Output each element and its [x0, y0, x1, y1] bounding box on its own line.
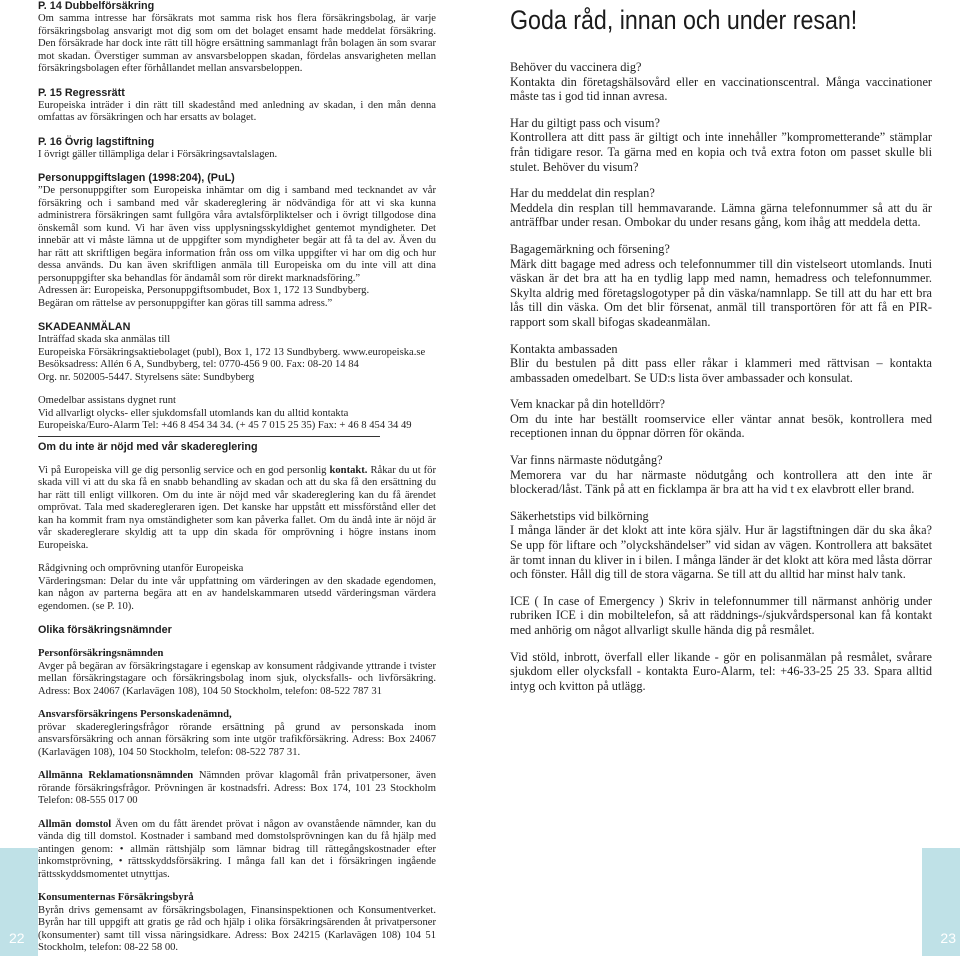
text-line: Vid allvarligt olycks- eller sjukdomsfall utomlands kan du alltid kontakta [38, 407, 349, 419]
subheading: Rådgivning och omprövning utanför Europeiska [38, 563, 244, 574]
answer: Kontakta din företagshälsovård eller en vaccinationscentral. Många vaccinationer måste tas i god tid innan avresa. [510, 74, 932, 104]
section-heading: Olika försäkringsnämnder [38, 624, 172, 636]
question: Behöver du vaccinera dig? [510, 60, 642, 74]
paragraph: I övrigt gäller tillämpliga delar i Försäkringsavtalslagen. [38, 148, 278, 160]
page-title: Goda råd, innan och under resan! [510, 5, 858, 35]
question: Vem knackar på din hotelldörr? [510, 397, 666, 412]
paragraph: Allmänna Reklamationsnämnden Nämnden prövar klagomål från privatpersoner, även rörande försäkringsfrågor. Prövningen är kostnadsfri. Adress: Box 174, 101 23 Stockholm Telefon: 08-555 017 00 [38, 770, 436, 806]
paragraph: Värderingsman: Delar du inte vår uppfattning om värderingen av den skadade egendomen, kan någon av parterna begära att en av handelskammaren utsedd värderingsman värdera egendomen. (se P. 10). [38, 575, 436, 612]
section-heading: Personuppgiftslagen (1998:204), (PuL) [38, 172, 235, 184]
left-sidebar-accent [0, 848, 38, 956]
right-sidebar-accent [922, 848, 960, 956]
answer: Meddela din resplan till hemmavarande. Lämna gärna telefonnummer så att du är anträffbar under resan. Ombokar du under resans gång, kom ihåg att meddela detta. [510, 200, 932, 230]
paragraph: ICE ( In case of Emergency ) Skriv in telefonnummer till närmanst anhörig under rubriken ICE i din mobiltelefon, så att räddnings-/sjukvårdspersonal kan få kontakt med anhörig om något allvarligt skulle hända dig på resmålet. [510, 593, 932, 637]
text-line: Europeiska Försäkringsaktiebolaget (publ), Box 1, 172 13 Sundbyberg. www.europeiska.se [38, 346, 426, 358]
section-heading: SKADEANMÄLAN [38, 321, 131, 333]
answer: Memorera var du har närmaste nödutgång och kontrollera att den inte är blockerad/låst. Tänk på att en ficklampa är bra att ha vid t ex elavbrott eller brand. [510, 467, 932, 497]
paragraph: Europeiska inträder i din rätt till skadestånd med anledning av skadan, i den mån denna omfattas av försäkringen och har ersatts av bolaget. [38, 99, 436, 123]
section-heading: P. 14 Dubbelförsäkring [38, 0, 155, 12]
text-line: Omedelbar assistans dygnet runt [38, 395, 176, 406]
right-column [510, 0, 932, 693]
question: Säkerhetstips vid bilkörning [510, 508, 649, 523]
subheading: Konsumenternas Försäkringsbyrå [38, 892, 194, 903]
question: Har du meddelat din resplan? [510, 186, 655, 201]
left-column [38, 0, 436, 955]
question: Var finns närmaste nödutgång? [510, 453, 663, 468]
question: Har du giltigt pass och visum? [510, 115, 660, 130]
paragraph: Avger på begäran av försäkringstagare i egenskap av konsument rådgivande yttrande i tvister mellan försäkringstagare och försäkringsbolag inom sjuk, olycksfalls- och livförsäkring. Adress: Box 24067 (Karlavägen 108), 104 50 Stockholm, telefon: 08-522 787 31 [38, 660, 436, 697]
section-heading: P. 15 Regressrätt [38, 86, 125, 99]
paragraph: prövar skaderegleringsfrågor rörande ersättning på grund av personskada inom ansvarsförsäkring och annan försäkring som inte utgör trafikförsäkring. Adress: Box 24067 (Karlavägen 108), 104 50 Stockholm, telefon: 08-522 787 31. [38, 721, 436, 758]
page-number-right: 23 [940, 930, 956, 946]
text-line: Org. nr. 502005-5447. Styrelsens säte: Sundbyberg [38, 371, 255, 383]
divider [38, 436, 380, 437]
page-number-left: 22 [9, 930, 25, 946]
address-line: Begäran om rättelse av personuppgifter kan göras till samma adress.” [38, 297, 333, 309]
text-line: Inträffad skada ska anmälas till [38, 334, 171, 345]
paragraph: Vid stöld, inbrott, överfall eller likande - gör en polisanmälan på resmålet, svårare sjukdom eller olycksfall - kontakta Euro-Alarm, tel: +46-33-25 25 33. Spara alltid intyg och kvitton på utlägg. [510, 649, 932, 693]
answer: Kontrollera att ditt pass är giltigt och inte innehåller ”komprometterande” stämplar från tidigare resor. Ta gärna med en kopia och två extra foton om passet skulle bli stulet. Behöver du visum? [510, 130, 932, 174]
question: Bagagemärkning och försening? [510, 241, 670, 256]
paragraph: Om samma intresse har försäkrats mot samma risk hos flera försäkringsbolag, är varje försäkringsbolag ansvarigt mot dig som om det bolaget ensamt hade meddelat försäkring. Den försäkrade har dock inte rätt till högre ersättning sammanlagt från bolagen än som svarar mot skadan. Överstiger summan av ansvarsbeloppen skadan, fördelas ansvarigheten mellan försäkringsbolagen efter förhållandet mellan ansvarsbeloppen. [38, 13, 436, 74]
section-heading: P. 16 Övrig lagstiftning [38, 135, 155, 148]
answer: Märk ditt bagage med adress och telefonnummer till din vistelseort utomlands. Inuti väskan är det bra att ha en tydlig lapp med namn, hemadress och telefonnummer. Skylta aldrig med företagslogotyper på din väska/namnlapp. Se till att du har ett bra lås till din väska. Om det blir försenat, anmäl till transportören för att få en PIR-rapport som skall bifogas skadeanmälan. [510, 256, 932, 329]
section-heading: Om du inte är nöjd med vår skadereglering [38, 440, 258, 453]
subheading: Ansvarsförsäkringens Personskadenämnd, [38, 709, 232, 720]
paragraph: Byrån drivs gemensamt av försäkringsbolagen, Finansinspektionen och Konsumentverket. Byrån har till uppgift att gratis ge råd och hjälp i olika försäkringsärenden åt privatpersoner (konsumenter) samt till vissa näringsidkare. Adress: Box 24215 (Karlavägen 108) 104 51 Stockholm, telefon: 08-22 58 00. [38, 904, 436, 953]
address-line: Adressen är: Europeiska, Personuppgiftsombudet, Box 1, 172 13 Sundbyberg. [38, 285, 370, 296]
subheading: Personförsäkringsnämnden [38, 648, 164, 659]
text-line: Besöksadress: Allén 6 A, Sundbyberg, tel: 0770-456 9 00. Fax: 08-20 14 84 [38, 359, 359, 370]
paragraph: Allmän domstol Även om du fått ärendet prövat i någon av ovanstående nämnder, kan du vända dig till domstol. Kostnader i samband med domstolsprövningen kan du få hjälp med antingen genom: • allmän rättshjälp som lämnar bidrag till rättegångskostnader efter inkomstprövning, • rättsskyddsförsäkring. I många fall kan det i försäkringen ingående rättsskyddsmomentet utnyttjas. [38, 818, 436, 880]
answer: Om du inte har beställt roomservice eller väntar annat besök, kontrollera med receptionen innan du öppnar dörren för okända. [510, 411, 932, 441]
answer: I många länder är det klokt att inte köra själv. Hur är lagstiftningen där du ska åka? Se upp för liftare och ”olyckshändelser” vid sidan av vägen. Kontrollera att baksätet är tomt innan du kliver in i bilen. I många länder är det klokt att köra med låsta dörrar och fönster. Håll dig till de stora vägarna. Se till att du alltid har minst halv tank. [510, 523, 932, 582]
paragraph: Vi på Europeiska vill ge dig personlig service och en god personlig kontakt. Råkar du ut för skada vill vi att du ska få en snabb behandling av skadan och att du ska få den ersättning du har rätt till enligt villkoren. Om du inte är nöjd med vår skadereglering kan du få ärendet omprövat. Tala med skaderegleraren igen. Det kanske har uppstått ett missförstånd eller det kan ha kommit fram nya omständigheter som kan påverka fallet. Om du ändå inte är nöjd är vår skadereglerare skyldig att ta upp din skada för omprövning i högre instans inom Europeiska. [38, 464, 437, 551]
paragraph: ”De personuppgifter som Europeiska inhämtar om dig i samband med tecknandet av vår försäkring och i samband med vår skadereglering är nödvändiga för att vi ska kunna administrera försäkringen samt fullgöra våra avtalsförpliktelser och i övrigt tillgodose dina önskemål som kund. Vi har även viss upplysningsskyldighet gentemot myndigheter. Det innebär att vi måste lämna ut de uppgifter som myndigheter begär att få ta del av. Även du har rätt att skriftligen begära information från oss om vilka uppgifter vi har om dig och hur dessa används. Du kan även skriftligen anmäla till Europeiska om du inte vill att dina personuppgifter ska behandlas för ändamål som rör direkt marknadsföring.” [38, 185, 436, 284]
question: Kontakta ambassaden [510, 341, 618, 356]
text-line: Europeiska/Euro-Alarm Tel: +46 8 454 34 34. (+ 45 7 015 25 35) Fax: + 46 8 454 34 49 [38, 420, 412, 431]
answer: Blir du bestulen på ditt pass eller råkar i klammeri med rättvisan – kontakta ambassaden omedelbart. Se UD:s lista över ambassader och konsulat. [510, 356, 932, 385]
